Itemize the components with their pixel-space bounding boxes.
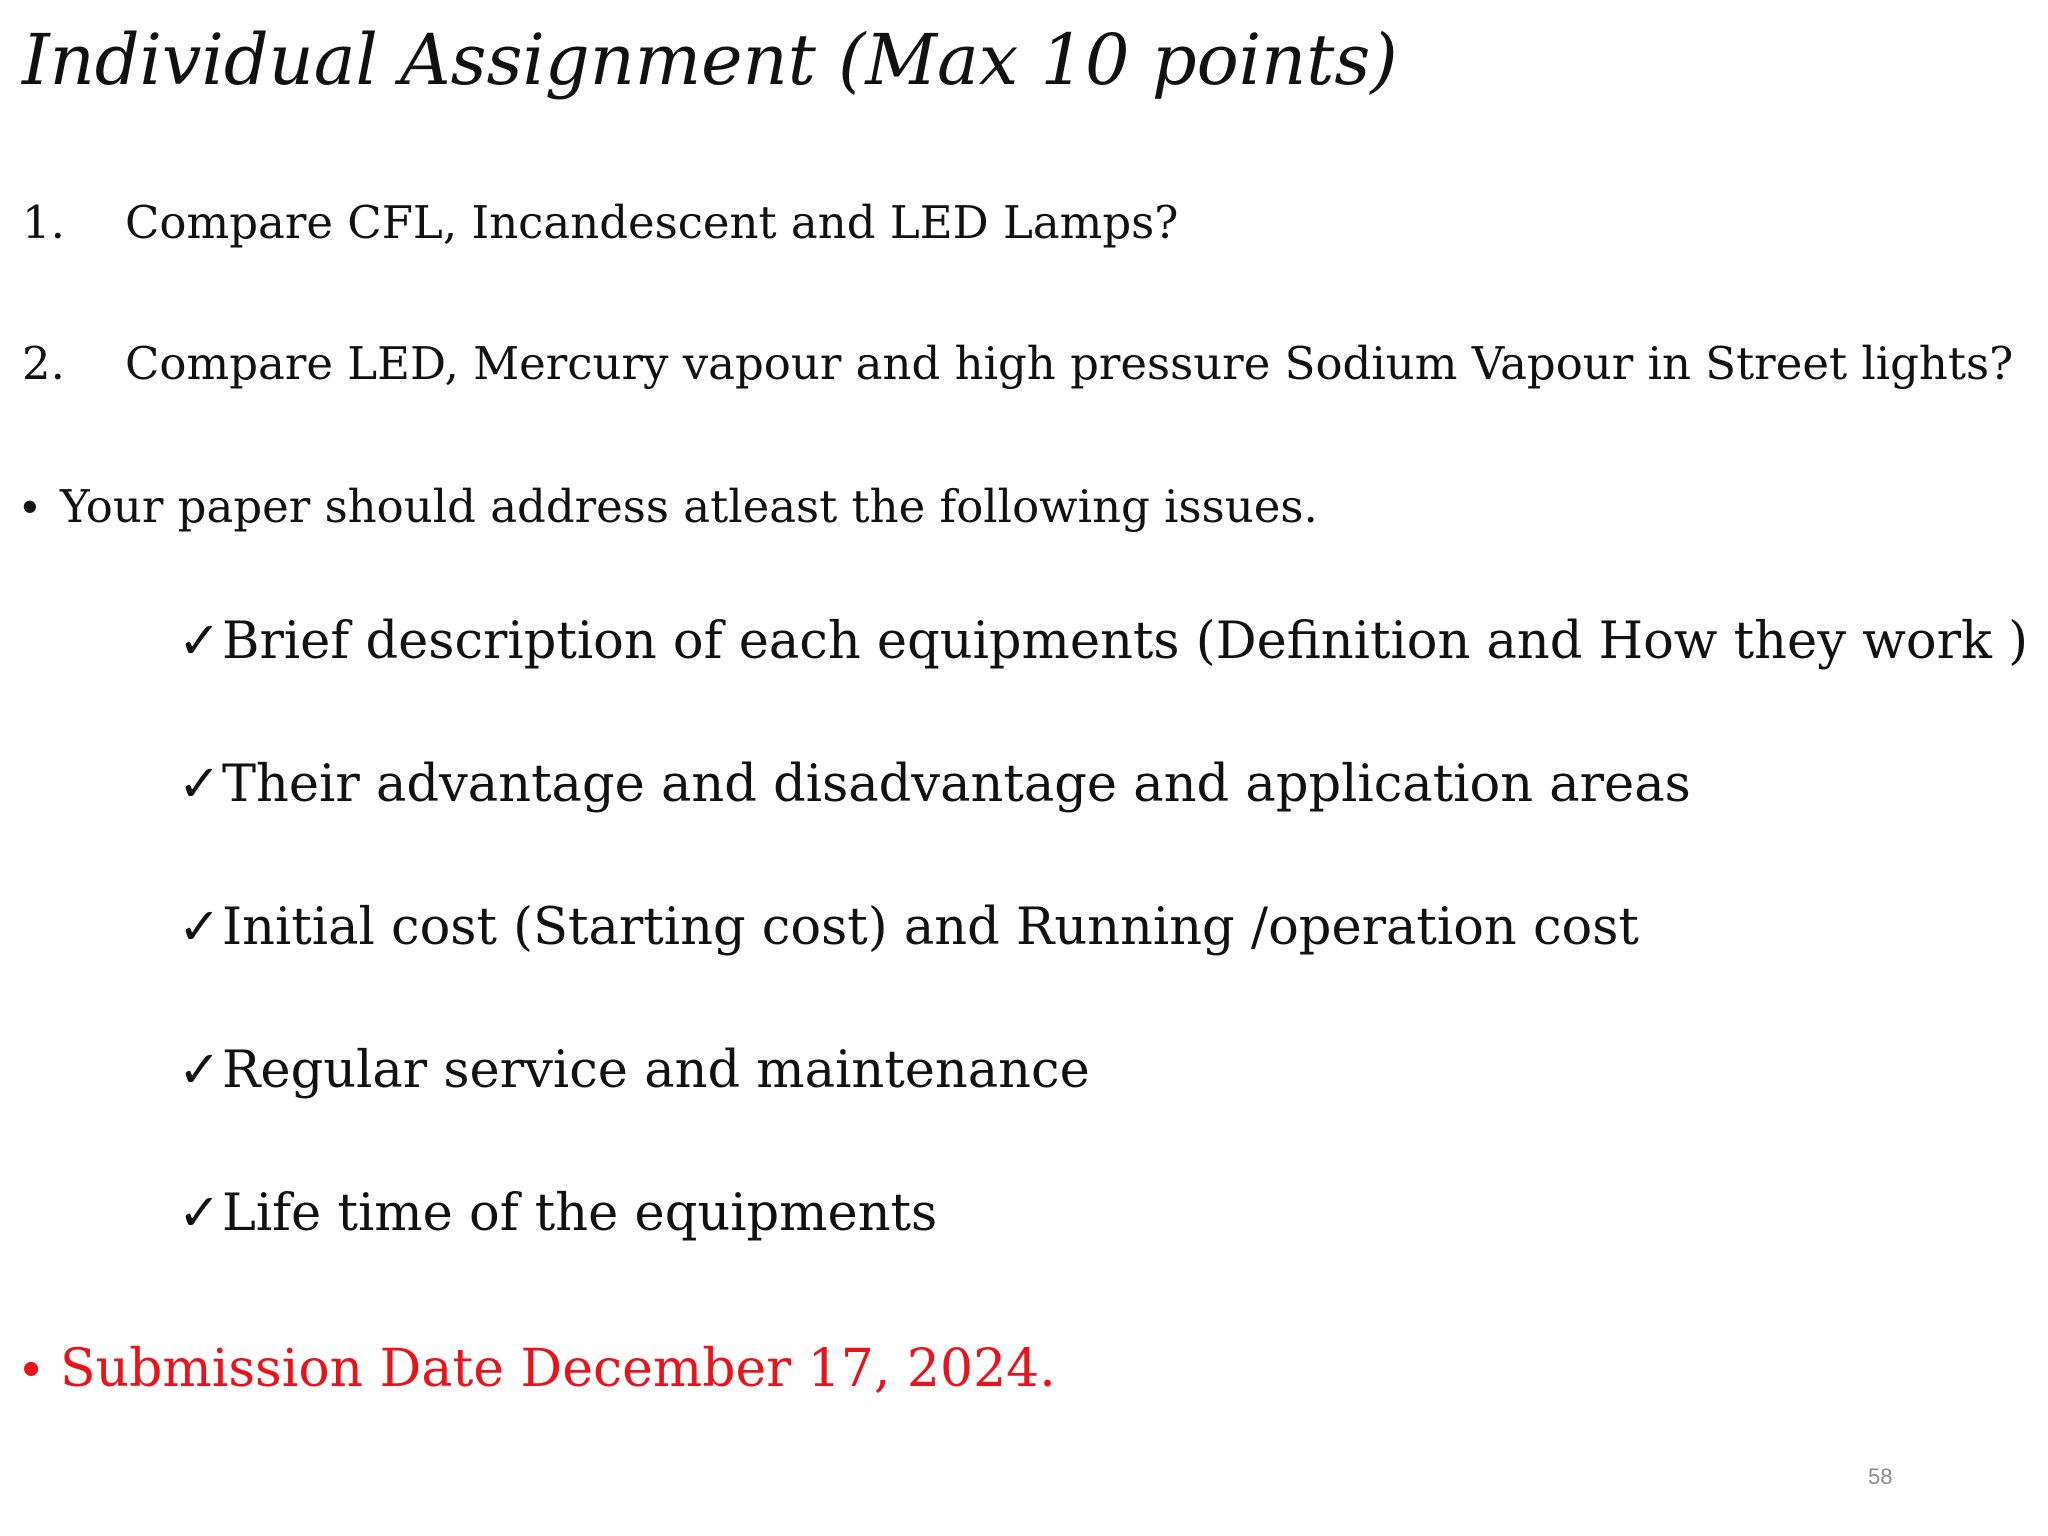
checklist-item-5 [178,1183,937,1244]
checklist-text: Regular service and maintenance [222,1041,1090,1100]
checklist-text: Their advantage and disadvantage and application areas [222,755,1691,814]
checkmark-icon: ✓ [178,755,221,814]
checkmark-icon: ✓ [178,1184,221,1243]
checklist-item-2 [178,754,1691,815]
checklist-item-4 [178,1040,1090,1101]
numbered-item-2 [22,337,2013,391]
submission-bullet [22,1338,1056,1400]
intro-bullet [22,480,1318,534]
checklist-text: Life time of the equipments [222,1184,938,1243]
checklist-item-3 [178,897,1639,958]
numbered-item-1 [22,196,1178,250]
checklist-text: Brief description of each equipments (Definition and How they work ) [222,612,2028,671]
checkmark-icon: ✓ [178,612,221,671]
bullet-icon: • [22,481,38,532]
checklist-text: Initial cost (Starting cost) and Running /operation cost [222,898,1639,957]
intro-bullet-text: Your paper should address atleast the following issues. [60,480,1318,533]
checkmark-icon: ✓ [178,898,221,957]
slide-title: Individual Assignment (Max 10 points) [22,19,1398,101]
bullet-icon: • [22,1340,41,1398]
item-number: 2. [22,337,65,390]
item-text: Compare LED, Mercury vapour and high pressure Sodium Vapour in Street lights? [125,337,2014,390]
checkmark-icon: ✓ [178,1041,221,1100]
item-number: 1. [22,196,65,249]
item-text: Compare CFL, Incandescent and LED Lamps? [125,196,1179,249]
submission-date-text: Submission Date December 17, 2024. [60,1339,1056,1399]
checklist-item-1 [178,611,2028,672]
page-number: 58 [1868,1464,1893,1489]
